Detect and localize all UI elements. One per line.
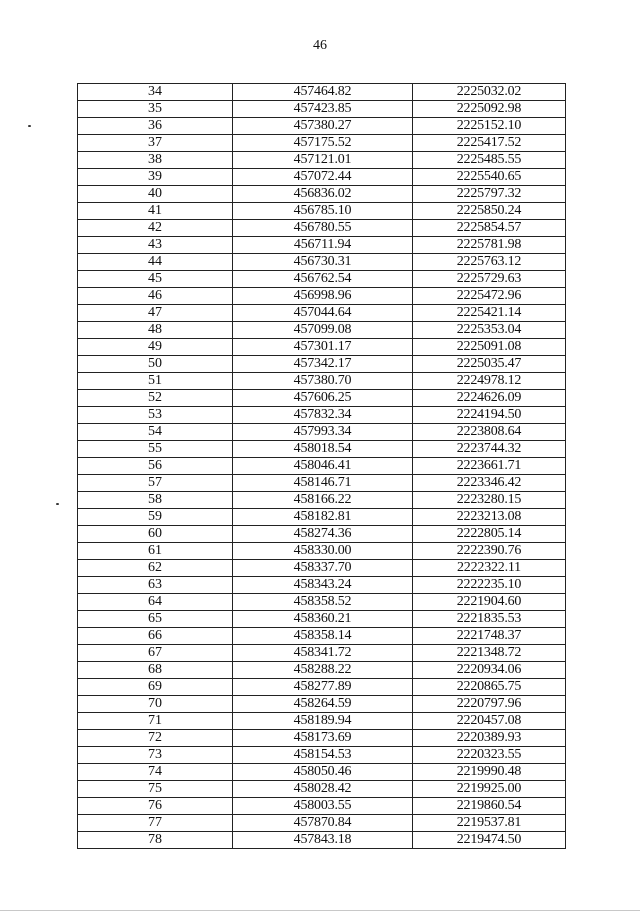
y-coordinate-cell: 2223808.64 xyxy=(413,424,566,441)
table-row xyxy=(78,560,566,577)
x-coordinate-cell: 458003.55 xyxy=(233,798,413,815)
coordinates-table-body xyxy=(78,84,566,849)
point-number-cell: 61 xyxy=(78,543,233,560)
y-coordinate-cell: 2225091.08 xyxy=(413,339,566,356)
x-coordinate-cell: 457380.27 xyxy=(233,118,413,135)
point-number-cell: 49 xyxy=(78,339,233,356)
point-number-cell: 59 xyxy=(78,509,233,526)
x-coordinate-cell: 458154.53 xyxy=(233,747,413,764)
table-row xyxy=(78,220,566,237)
y-coordinate-cell: 2224978.12 xyxy=(413,373,566,390)
table-row xyxy=(78,526,566,543)
table-row xyxy=(78,169,566,186)
point-number-cell: 44 xyxy=(78,254,233,271)
point-number-cell: 69 xyxy=(78,679,233,696)
point-number-cell: 43 xyxy=(78,237,233,254)
x-coordinate-cell: 456836.02 xyxy=(233,186,413,203)
point-number-cell: 38 xyxy=(78,152,233,169)
point-number-cell: 53 xyxy=(78,407,233,424)
x-coordinate-cell: 458330.00 xyxy=(233,543,413,560)
table-row xyxy=(78,713,566,730)
point-number-cell: 75 xyxy=(78,781,233,798)
point-number-cell: 62 xyxy=(78,560,233,577)
y-coordinate-cell: 2223280.15 xyxy=(413,492,566,509)
table-row xyxy=(78,645,566,662)
table-row xyxy=(78,594,566,611)
x-coordinate-cell: 458358.52 xyxy=(233,594,413,611)
x-coordinate-cell: 456998.96 xyxy=(233,288,413,305)
page-edge-line xyxy=(0,910,640,911)
table-row xyxy=(78,339,566,356)
x-coordinate-cell: 457843.18 xyxy=(233,832,413,849)
point-number-cell: 35 xyxy=(78,101,233,118)
x-coordinate-cell: 458277.89 xyxy=(233,679,413,696)
point-number-cell: 60 xyxy=(78,526,233,543)
table-row xyxy=(78,305,566,322)
table-row xyxy=(78,679,566,696)
y-coordinate-cell: 2225421.14 xyxy=(413,305,566,322)
x-coordinate-cell: 457832.34 xyxy=(233,407,413,424)
x-coordinate-cell: 458341.72 xyxy=(233,645,413,662)
point-number-cell: 40 xyxy=(78,186,233,203)
table-row xyxy=(78,662,566,679)
y-coordinate-cell: 2223744.32 xyxy=(413,441,566,458)
table-row xyxy=(78,390,566,407)
x-coordinate-cell: 457423.85 xyxy=(233,101,413,118)
x-coordinate-cell: 457121.01 xyxy=(233,152,413,169)
y-coordinate-cell: 2220323.55 xyxy=(413,747,566,764)
y-coordinate-cell: 2219925.00 xyxy=(413,781,566,798)
table-row xyxy=(78,407,566,424)
table-row xyxy=(78,747,566,764)
point-number-cell: 64 xyxy=(78,594,233,611)
point-number-cell: 70 xyxy=(78,696,233,713)
y-coordinate-cell: 2225152.10 xyxy=(413,118,566,135)
point-number-cell: 71 xyxy=(78,713,233,730)
table-row xyxy=(78,441,566,458)
coordinates-table xyxy=(77,83,566,849)
y-coordinate-cell: 2220797.96 xyxy=(413,696,566,713)
x-coordinate-cell: 456730.31 xyxy=(233,254,413,271)
table-row xyxy=(78,458,566,475)
table-row xyxy=(78,764,566,781)
table-row xyxy=(78,101,566,118)
y-coordinate-cell: 2222322.11 xyxy=(413,560,566,577)
point-number-cell: 76 xyxy=(78,798,233,815)
point-number-cell: 57 xyxy=(78,475,233,492)
table-row xyxy=(78,832,566,849)
y-coordinate-cell: 2222805.14 xyxy=(413,526,566,543)
table-row xyxy=(78,373,566,390)
x-coordinate-cell: 458358.14 xyxy=(233,628,413,645)
x-coordinate-cell: 458264.59 xyxy=(233,696,413,713)
x-coordinate-cell: 457044.64 xyxy=(233,305,413,322)
y-coordinate-cell: 2225781.98 xyxy=(413,237,566,254)
scan-dot xyxy=(28,125,31,127)
point-number-cell: 45 xyxy=(78,271,233,288)
x-coordinate-cell: 458050.46 xyxy=(233,764,413,781)
y-coordinate-cell: 2224626.09 xyxy=(413,390,566,407)
table-row xyxy=(78,611,566,628)
x-coordinate-cell: 458343.24 xyxy=(233,577,413,594)
table-row xyxy=(78,356,566,373)
y-coordinate-cell: 2219537.81 xyxy=(413,815,566,832)
table-row xyxy=(78,781,566,798)
x-coordinate-cell: 458173.69 xyxy=(233,730,413,747)
y-coordinate-cell: 2225472.96 xyxy=(413,288,566,305)
point-number-cell: 56 xyxy=(78,458,233,475)
y-coordinate-cell: 2220389.93 xyxy=(413,730,566,747)
table-row xyxy=(78,203,566,220)
x-coordinate-cell: 457175.52 xyxy=(233,135,413,152)
x-coordinate-cell: 458146.71 xyxy=(233,475,413,492)
x-coordinate-cell: 457072.44 xyxy=(233,169,413,186)
table-row xyxy=(78,424,566,441)
x-coordinate-cell: 457993.34 xyxy=(233,424,413,441)
y-coordinate-cell: 2221348.72 xyxy=(413,645,566,662)
y-coordinate-cell: 2225540.65 xyxy=(413,169,566,186)
y-coordinate-cell: 2223346.42 xyxy=(413,475,566,492)
point-number-cell: 52 xyxy=(78,390,233,407)
y-coordinate-cell: 2223213.08 xyxy=(413,509,566,526)
table-row xyxy=(78,696,566,713)
y-coordinate-cell: 2221904.60 xyxy=(413,594,566,611)
table-row xyxy=(78,543,566,560)
x-coordinate-cell: 458274.36 xyxy=(233,526,413,543)
y-coordinate-cell: 2225850.24 xyxy=(413,203,566,220)
y-coordinate-cell: 2225485.55 xyxy=(413,152,566,169)
point-number-cell: 68 xyxy=(78,662,233,679)
y-coordinate-cell: 2225092.98 xyxy=(413,101,566,118)
point-number-cell: 37 xyxy=(78,135,233,152)
page-number: 46 xyxy=(313,38,327,53)
point-number-cell: 74 xyxy=(78,764,233,781)
x-coordinate-cell: 457099.08 xyxy=(233,322,413,339)
y-coordinate-cell: 2225797.32 xyxy=(413,186,566,203)
point-number-cell: 78 xyxy=(78,832,233,849)
x-coordinate-cell: 458288.22 xyxy=(233,662,413,679)
x-coordinate-cell: 458018.54 xyxy=(233,441,413,458)
point-number-cell: 39 xyxy=(78,169,233,186)
point-number-cell: 58 xyxy=(78,492,233,509)
table-row xyxy=(78,152,566,169)
table-row xyxy=(78,798,566,815)
table-row xyxy=(78,135,566,152)
x-coordinate-cell: 457606.25 xyxy=(233,390,413,407)
x-coordinate-cell: 458166.22 xyxy=(233,492,413,509)
point-number-cell: 67 xyxy=(78,645,233,662)
table-row xyxy=(78,628,566,645)
point-number-cell: 55 xyxy=(78,441,233,458)
y-coordinate-cell: 2220865.75 xyxy=(413,679,566,696)
point-number-cell: 34 xyxy=(78,84,233,101)
y-coordinate-cell: 2225035.47 xyxy=(413,356,566,373)
y-coordinate-cell: 2225032.02 xyxy=(413,84,566,101)
table-row xyxy=(78,288,566,305)
y-coordinate-cell: 2220934.06 xyxy=(413,662,566,679)
point-number-cell: 51 xyxy=(78,373,233,390)
x-coordinate-cell: 458028.42 xyxy=(233,781,413,798)
y-coordinate-cell: 2224194.50 xyxy=(413,407,566,424)
y-coordinate-cell: 2225854.57 xyxy=(413,220,566,237)
table-row xyxy=(78,492,566,509)
table-row xyxy=(78,118,566,135)
table-row xyxy=(78,475,566,492)
y-coordinate-cell: 2225729.63 xyxy=(413,271,566,288)
x-coordinate-cell: 458046.41 xyxy=(233,458,413,475)
point-number-cell: 73 xyxy=(78,747,233,764)
table-row xyxy=(78,815,566,832)
x-coordinate-cell: 458182.81 xyxy=(233,509,413,526)
y-coordinate-cell: 2221748.37 xyxy=(413,628,566,645)
x-coordinate-cell: 457380.70 xyxy=(233,373,413,390)
point-number-cell: 63 xyxy=(78,577,233,594)
table-row xyxy=(78,84,566,101)
y-coordinate-cell: 2219474.50 xyxy=(413,832,566,849)
point-number-cell: 54 xyxy=(78,424,233,441)
scan-dot xyxy=(56,503,59,505)
x-coordinate-cell: 457342.17 xyxy=(233,356,413,373)
x-coordinate-cell: 456711.94 xyxy=(233,237,413,254)
y-coordinate-cell: 2219990.48 xyxy=(413,764,566,781)
x-coordinate-cell: 456785.10 xyxy=(233,203,413,220)
x-coordinate-cell: 456762.54 xyxy=(233,271,413,288)
y-coordinate-cell: 2219860.54 xyxy=(413,798,566,815)
x-coordinate-cell: 457301.17 xyxy=(233,339,413,356)
table-row xyxy=(78,730,566,747)
point-number-cell: 65 xyxy=(78,611,233,628)
y-coordinate-cell: 2225353.04 xyxy=(413,322,566,339)
y-coordinate-cell: 2225763.12 xyxy=(413,254,566,271)
point-number-cell: 66 xyxy=(78,628,233,645)
point-number-cell: 36 xyxy=(78,118,233,135)
table-row xyxy=(78,271,566,288)
x-coordinate-cell: 458360.21 xyxy=(233,611,413,628)
point-number-cell: 46 xyxy=(78,288,233,305)
table-row xyxy=(78,322,566,339)
point-number-cell: 77 xyxy=(78,815,233,832)
x-coordinate-cell: 457464.82 xyxy=(233,84,413,101)
x-coordinate-cell: 456780.55 xyxy=(233,220,413,237)
table-row xyxy=(78,577,566,594)
y-coordinate-cell: 2222235.10 xyxy=(413,577,566,594)
point-number-cell: 42 xyxy=(78,220,233,237)
x-coordinate-cell: 458189.94 xyxy=(233,713,413,730)
x-coordinate-cell: 457870.84 xyxy=(233,815,413,832)
point-number-cell: 50 xyxy=(78,356,233,373)
table-row xyxy=(78,237,566,254)
y-coordinate-cell: 2223661.71 xyxy=(413,458,566,475)
table-row xyxy=(78,254,566,271)
y-coordinate-cell: 2221835.53 xyxy=(413,611,566,628)
table-row xyxy=(78,509,566,526)
point-number-cell: 41 xyxy=(78,203,233,220)
table-row xyxy=(78,186,566,203)
y-coordinate-cell: 2225417.52 xyxy=(413,135,566,152)
y-coordinate-cell: 2220457.08 xyxy=(413,713,566,730)
x-coordinate-cell: 458337.70 xyxy=(233,560,413,577)
point-number-cell: 72 xyxy=(78,730,233,747)
point-number-cell: 48 xyxy=(78,322,233,339)
point-number-cell: 47 xyxy=(78,305,233,322)
y-coordinate-cell: 2222390.76 xyxy=(413,543,566,560)
